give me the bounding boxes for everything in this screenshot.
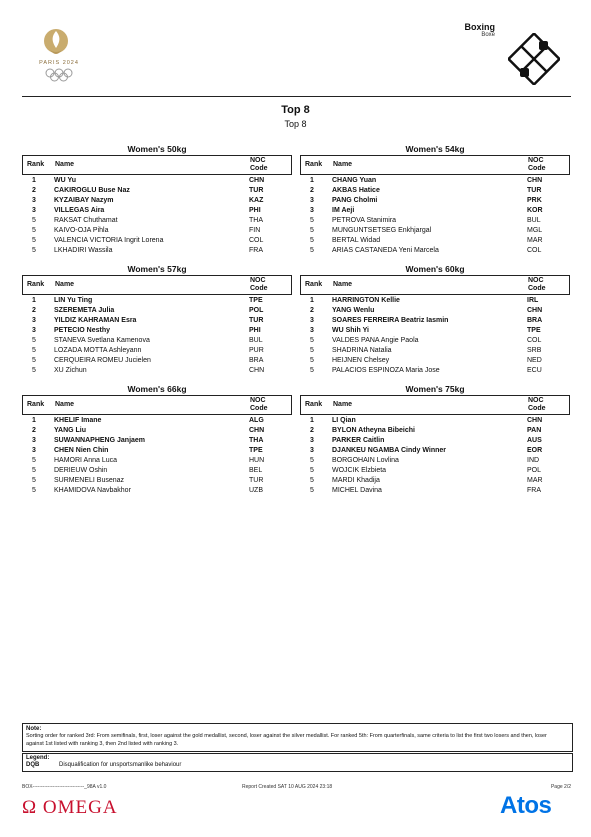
category-title: Women's 75kg	[405, 384, 465, 394]
noc-code-cell: KOR	[527, 207, 543, 214]
athlete-name-cell: VALDES PANA Angie Paola	[332, 337, 419, 344]
noc-code-cell: TPE	[527, 327, 541, 334]
rank-cell: 3	[32, 327, 36, 334]
rank-cell: 1	[32, 417, 36, 424]
table-row	[22, 366, 292, 376]
athlete-name-cell: LI Qian	[332, 417, 356, 424]
noc-code-cell: TPE	[249, 447, 263, 454]
athlete-name-cell: SUWANNAPHENG Janjaem	[54, 437, 146, 444]
athlete-name-cell: SHADRINA Natalia	[332, 347, 392, 354]
rank-cell: 3	[310, 317, 314, 324]
noc-code-cell: THA	[249, 217, 263, 224]
column-header-noc	[250, 277, 268, 293]
table-row	[22, 176, 292, 186]
table-row	[22, 186, 292, 196]
athlete-name-cell: WU Shih Yi	[332, 327, 369, 334]
noc-code-cell: FIN	[249, 227, 261, 234]
athlete-name-cell: MARDI Khadija	[332, 477, 380, 484]
noc-code-cell: TUR	[249, 477, 264, 484]
table-row	[22, 296, 292, 306]
athlete-name-cell: WU Yu	[54, 177, 77, 184]
noc-code-cell: FRA	[249, 247, 263, 254]
rank-cell: 5	[310, 457, 314, 464]
table-row	[22, 226, 292, 236]
noc-code-cell: TPE	[249, 297, 263, 304]
athlete-name-cell: DJANKEU NGAMBA Cindy Winner	[332, 447, 447, 454]
athlete-name-cell: IM Aeji	[332, 207, 355, 214]
table-body	[300, 175, 570, 256]
category-title: Women's 66kg	[127, 384, 187, 394]
athlete-name-cell: KHAMIDOVA Navbakhor	[54, 487, 131, 494]
column-header-name: Name	[333, 401, 353, 408]
athlete-name-cell: YILDIZ KAHRAMAN Esra	[54, 317, 137, 324]
rank-cell: 5	[32, 247, 36, 254]
category-table	[300, 263, 570, 376]
rank-cell: 1	[32, 297, 36, 304]
table-row	[22, 416, 292, 426]
athlete-name-cell: STANEVA Svetlana Kamenova	[54, 337, 150, 344]
column-header-rank: Rank	[305, 281, 323, 288]
category-table	[22, 263, 292, 376]
rank-cell: 5	[310, 247, 314, 254]
category-title: Women's 50kg	[127, 144, 187, 154]
page-title: Top 8	[281, 104, 310, 116]
page-number: Page 2/2	[550, 784, 571, 790]
noc-code-cell: COL	[249, 237, 264, 244]
noc-code-cell: HUN	[249, 457, 265, 464]
note-title: Note:	[26, 726, 42, 732]
rank-cell: 3	[310, 437, 314, 444]
rank-cell: 5	[310, 337, 314, 344]
rank-cell: 5	[32, 487, 36, 494]
table-row	[22, 316, 292, 326]
athlete-name-cell: LIN Yu Ting	[54, 297, 93, 304]
table-row	[22, 196, 292, 206]
athlete-name-cell: BORGOHAIN Lovlina	[332, 457, 399, 464]
table-row	[300, 186, 570, 196]
column-header-noc	[528, 277, 546, 293]
table-row	[300, 176, 570, 186]
noc-code-cell: BUL	[527, 217, 541, 224]
table-header	[300, 155, 570, 175]
rank-cell: 5	[32, 367, 36, 374]
category-table	[22, 383, 292, 496]
rank-cell: 3	[310, 447, 314, 454]
column-header-noc-line2: Code	[250, 405, 268, 412]
olympic-rings-icon	[44, 68, 74, 82]
noc-code-cell: PRK	[527, 197, 542, 204]
table-row	[22, 336, 292, 346]
column-header-noc-line1: NOC	[528, 277, 544, 284]
athlete-name-cell: SURMENELI Busenaz	[54, 477, 125, 484]
rank-cell: 5	[32, 477, 36, 484]
rank-cell: 5	[32, 467, 36, 474]
athlete-name-cell: MICHEL Davina	[332, 487, 382, 494]
athlete-name-cell: AKBAS Hatice	[332, 187, 380, 194]
rank-cell: 3	[310, 197, 314, 204]
noc-code-cell: KAZ	[249, 197, 264, 204]
athlete-name-cell: SZEREMETA Julia	[54, 307, 115, 314]
noc-code-cell: IRL	[527, 297, 539, 304]
athlete-name-cell: PARKER Caitlin	[332, 437, 385, 444]
athlete-name-cell: CHEN Nien Chin	[54, 447, 109, 454]
footer-info	[22, 784, 571, 792]
column-header-noc-line1: NOC	[250, 277, 266, 284]
noc-code-cell: PHI	[249, 327, 261, 334]
athlete-name-cell: KHELIF Imane	[54, 417, 102, 424]
rank-cell: 5	[310, 477, 314, 484]
noc-code-cell: THA	[249, 437, 264, 444]
table-row	[22, 356, 292, 366]
table-row	[300, 196, 570, 206]
athlete-name-cell: RAKSAT Chuthamat	[54, 217, 118, 224]
table-row	[300, 246, 570, 256]
table-row	[300, 456, 570, 466]
legend-title: Legend:	[26, 755, 50, 761]
athlete-name-cell: LKHADIRI Wassila	[54, 247, 113, 254]
category-title: Women's 57kg	[127, 264, 187, 274]
omega-wordmark: OMEGA	[42, 797, 118, 818]
table-row	[22, 306, 292, 316]
athlete-name-cell: WOJCIK Elzbieta	[332, 467, 387, 474]
noc-code-cell: PUR	[249, 347, 264, 354]
noc-code-cell: POL	[249, 307, 264, 314]
rank-cell: 5	[32, 347, 36, 354]
column-header-noc-line1: NOC	[250, 157, 266, 164]
legend-box	[22, 753, 573, 772]
rank-cell: 5	[310, 367, 314, 374]
legend-description: Disqualification for unsportsmanlike behaviour	[59, 762, 182, 768]
rank-cell: 5	[310, 227, 314, 234]
noc-code-cell: PHI	[249, 207, 261, 214]
noc-code-cell: ALG	[249, 417, 264, 424]
rank-cell: 2	[32, 187, 36, 194]
sport-name: Boxing	[464, 22, 495, 32]
atos-logo: Atos	[500, 792, 552, 819]
table-row	[300, 306, 570, 316]
athlete-name-cell: CAKIROGLU Buse Naz	[54, 187, 130, 194]
rank-cell: 3	[310, 327, 314, 334]
athlete-name-cell: BERTAL Widad	[332, 237, 381, 244]
noc-code-cell: FRA	[527, 487, 541, 494]
rank-cell: 5	[310, 467, 314, 474]
table-row	[22, 426, 292, 436]
table-row	[300, 356, 570, 366]
document-code: BOX-------------------------------_98A v1.0	[22, 784, 107, 790]
athlete-name-cell: DERIEUW Oshin	[54, 467, 108, 474]
column-header-noc	[250, 157, 268, 173]
page-header	[0, 0, 591, 96]
rank-cell: 5	[310, 347, 314, 354]
table-row	[300, 466, 570, 476]
column-header-name: Name	[55, 401, 75, 408]
noc-code-cell: CHN	[249, 177, 265, 184]
note-text: Sorting order for ranked 3rd: From semifinals, first, loser against the gold medallist, second, loser against the silver medallist. For ranked 5th: From quarterfinals, same criteria to list the first two losers and then, loser against 1st listed with ranking 3, then 2nd listed with ranking 3.	[26, 733, 547, 747]
table-row	[300, 226, 570, 236]
athlete-name-cell: PALACIOS ESPINOZA Maria Jose	[332, 367, 440, 374]
rank-cell: 2	[310, 187, 314, 194]
table-row	[300, 296, 570, 306]
table-row	[300, 316, 570, 326]
noc-code-cell: UZB	[249, 487, 263, 494]
rank-cell: 5	[32, 337, 36, 344]
rank-cell: 5	[32, 357, 36, 364]
table-row	[300, 416, 570, 426]
column-header-noc	[528, 397, 546, 413]
noc-code-cell: BUL	[249, 337, 263, 344]
category-title: Women's 54kg	[405, 144, 465, 154]
sport-name-french: Boxe	[481, 32, 495, 38]
table-body	[300, 295, 570, 376]
noc-code-cell: MAR	[527, 477, 543, 484]
noc-code-cell: MGL	[527, 227, 543, 234]
athlete-name-cell: SOARES FERREIRA Beatriz Iasmin	[332, 317, 449, 324]
table-row	[300, 346, 570, 356]
table-header	[300, 275, 570, 295]
athlete-name-cell: XU Zichun	[54, 367, 87, 374]
table-row	[22, 466, 292, 476]
rank-cell: 1	[32, 177, 36, 184]
omega-logo: Ω OMEGA	[22, 797, 118, 818]
noc-code-cell: BRA	[249, 357, 264, 364]
rank-cell: 5	[310, 237, 314, 244]
rank-cell: 3	[32, 437, 36, 444]
rank-cell: 5	[310, 487, 314, 494]
athlete-name-cell: KAIVO-OJA Pihla	[54, 227, 109, 234]
page-subtitle: Top 8	[284, 119, 307, 129]
rank-cell: 3	[32, 207, 36, 214]
rank-cell: 2	[32, 427, 36, 434]
athlete-name-cell: VALENCIA VICTORIA Ingrit Lorena	[54, 237, 164, 244]
column-header-noc-line2: Code	[250, 285, 268, 292]
rank-cell: 1	[310, 417, 314, 424]
column-header-rank: Rank	[305, 401, 323, 408]
table-row	[300, 216, 570, 226]
noc-code-cell: IND	[527, 457, 540, 464]
athlete-name-cell: PETROVA Stanimira	[332, 217, 397, 224]
column-header-name: Name	[333, 281, 353, 288]
rank-cell: 1	[310, 297, 314, 304]
rank-cell: 3	[32, 197, 36, 204]
noc-code-cell: CHN	[527, 307, 543, 314]
noc-code-cell: TUR	[249, 187, 264, 194]
athlete-name-cell: LOZADA MOTTA Ashleyann	[54, 347, 142, 354]
athlete-name-cell: YANG Liu	[54, 427, 87, 434]
table-row	[22, 246, 292, 256]
table-row	[300, 236, 570, 246]
athlete-name-cell: HAMORI Anna Luca	[54, 457, 118, 464]
table-header	[22, 395, 292, 415]
column-header-name: Name	[55, 281, 75, 288]
athlete-name-cell: VILLEGAS Aira	[54, 207, 105, 214]
noc-code-cell: POL	[527, 467, 542, 474]
report-created: Report Created SAT 10 AUG 2024 23:18	[242, 784, 333, 790]
table-header	[22, 275, 292, 295]
category-table	[22, 143, 292, 256]
rank-cell: 5	[32, 217, 36, 224]
column-header-noc	[528, 157, 546, 173]
category-table	[300, 143, 570, 256]
column-header-rank: Rank	[27, 281, 45, 288]
noc-code-cell: BEL	[249, 467, 263, 474]
rank-cell: 1	[310, 177, 314, 184]
rank-cell: 5	[32, 227, 36, 234]
noc-code-cell: EOR	[527, 447, 543, 454]
column-header-rank: Rank	[27, 401, 45, 408]
table-row	[300, 426, 570, 436]
rank-cell: 3	[32, 447, 36, 454]
rank-cell: 5	[310, 357, 314, 364]
rank-cell: 5	[310, 217, 314, 224]
column-header-noc	[250, 397, 268, 413]
table-row	[300, 336, 570, 346]
noc-code-cell: CHN	[527, 177, 543, 184]
athlete-name-cell: KYZAIBAY Nazym	[54, 197, 114, 204]
athlete-name-cell: HARRINGTON Kellie	[332, 297, 400, 304]
table-row	[300, 436, 570, 446]
rank-cell: 2	[32, 307, 36, 314]
rank-cell: 5	[32, 457, 36, 464]
athlete-name-cell: ARIAS CASTANEDA Yeni Marcela	[332, 247, 439, 254]
table-row	[22, 446, 292, 456]
noc-code-cell: PAN	[527, 427, 542, 434]
table-header	[300, 395, 570, 415]
athlete-name-cell: MUNGUNTSETSEG Enkhjargal	[332, 227, 432, 234]
table-row	[22, 436, 292, 446]
table-row	[22, 346, 292, 356]
boxing-pictogram-icon	[508, 33, 560, 85]
noc-code-cell: NED	[527, 357, 542, 364]
noc-code-cell: COL	[527, 247, 542, 254]
table-row	[300, 486, 570, 496]
table-header	[22, 155, 292, 175]
table-row	[22, 476, 292, 486]
athlete-name-cell: BYLON Atheyna Bibeichi	[332, 427, 415, 434]
noc-code-cell: ECU	[527, 367, 542, 374]
column-header-rank: Rank	[27, 161, 45, 168]
rank-cell: 2	[310, 427, 314, 434]
table-row	[300, 446, 570, 456]
table-body	[22, 175, 292, 256]
athlete-name-cell: PANG Cholmi	[332, 197, 378, 204]
paris-2024-emblem-icon	[43, 28, 69, 60]
noc-code-cell: CHN	[249, 427, 265, 434]
noc-code-cell: MAR	[527, 237, 543, 244]
paris-2024-logo	[33, 28, 85, 84]
column-header-name: Name	[55, 161, 75, 168]
table-body	[22, 295, 292, 376]
table-row	[22, 326, 292, 336]
table-row	[300, 206, 570, 216]
column-header-rank: Rank	[305, 161, 323, 168]
table-row	[22, 456, 292, 466]
column-header-noc-line2: Code	[250, 165, 268, 172]
table-row	[300, 476, 570, 486]
noc-code-cell: CHN	[249, 367, 265, 374]
category-title: Women's 60kg	[405, 264, 465, 274]
table-row	[22, 486, 292, 496]
column-header-noc-line1: NOC	[250, 397, 266, 404]
column-header-noc-line2: Code	[528, 285, 546, 292]
column-header-noc-line2: Code	[528, 405, 546, 412]
column-header-noc-line2: Code	[528, 165, 546, 172]
noc-code-cell: COL	[527, 337, 542, 344]
table-row	[300, 326, 570, 336]
table-row	[300, 366, 570, 376]
athlete-name-cell: CERQUEIRA ROMEU Jucielen	[54, 357, 151, 364]
noc-code-cell: CHN	[527, 417, 543, 424]
category-table	[300, 383, 570, 496]
rank-cell: 5	[32, 237, 36, 244]
noc-code-cell: AUS	[527, 437, 542, 444]
table-body	[300, 415, 570, 496]
table-row	[22, 236, 292, 246]
table-row	[22, 206, 292, 216]
rank-cell: 3	[310, 207, 314, 214]
table-row	[22, 216, 292, 226]
paris-2024-wordmark: PARIS 2024	[39, 60, 79, 66]
noc-code-cell: TUR	[527, 187, 542, 194]
athlete-name-cell: HEIJNEN Chelsey	[332, 357, 390, 364]
header-divider	[22, 96, 571, 97]
rank-cell: 2	[310, 307, 314, 314]
noc-code-cell: SRB	[527, 347, 542, 354]
noc-code-cell: BRA	[527, 317, 543, 324]
note-box	[22, 723, 573, 752]
athlete-name-cell: YANG Wenlu	[332, 307, 375, 314]
athlete-name-cell: CHANG Yuan	[332, 177, 377, 184]
noc-code-cell: TUR	[249, 317, 264, 324]
column-header-noc-line1: NOC	[528, 157, 544, 164]
legend-code: DQB	[26, 762, 40, 768]
table-body	[22, 415, 292, 496]
column-header-name: Name	[333, 161, 353, 168]
rank-cell: 3	[32, 317, 36, 324]
column-header-noc-line1: NOC	[528, 397, 544, 404]
athlete-name-cell: PETECIO Nesthy	[54, 327, 111, 334]
